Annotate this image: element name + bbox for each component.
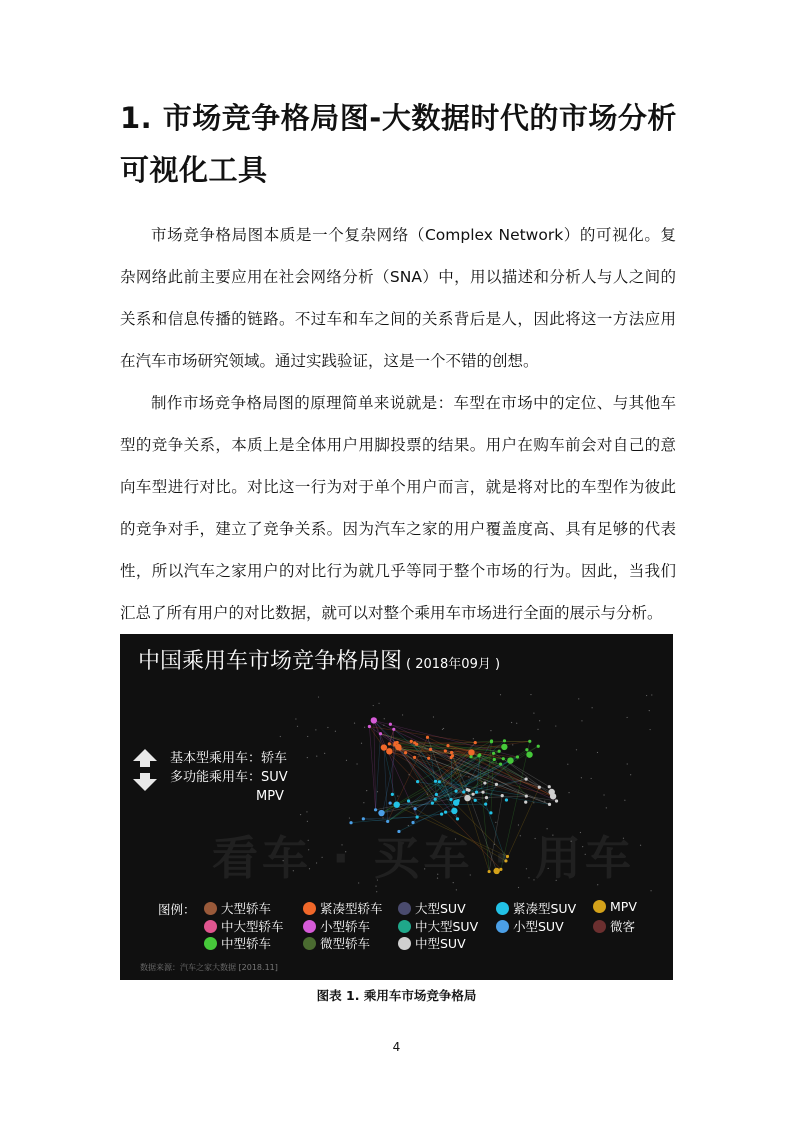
network-node — [371, 717, 377, 723]
legend-label: 中型SUV — [415, 936, 466, 951]
data-source: 数据来源：汽车之家大数据 [2018.11] — [140, 963, 278, 972]
network-dust — [327, 727, 328, 728]
paragraph-1-block — [120, 214, 676, 382]
network-node — [478, 753, 481, 756]
network-node — [429, 748, 432, 751]
network-dust — [402, 714, 403, 715]
legend-item — [496, 899, 576, 917]
network-node — [537, 745, 540, 748]
legend-label: 微客 — [610, 919, 636, 934]
network-node — [416, 780, 419, 783]
network-node — [444, 749, 447, 752]
network-dust — [576, 749, 577, 750]
legend-dot — [204, 902, 217, 915]
network-node — [414, 807, 417, 810]
network-dust — [316, 756, 317, 757]
network-node — [426, 736, 429, 739]
figure-caption: 图表 1. 乘用车市场竞争格局 — [316, 988, 477, 1003]
network-node — [404, 751, 407, 754]
network-dust — [567, 764, 568, 765]
network-dust — [408, 774, 409, 775]
network-dust — [377, 791, 378, 792]
page-number: 4 — [392, 1040, 401, 1054]
network-dust — [651, 694, 652, 695]
network-node — [391, 793, 394, 796]
network-dust — [646, 695, 647, 696]
network-node — [505, 798, 508, 801]
network-node — [485, 796, 488, 799]
network-dust — [603, 794, 604, 795]
legend-item — [398, 917, 478, 935]
legend-dot — [303, 920, 316, 933]
network-node — [396, 741, 399, 744]
network-node — [449, 798, 452, 801]
legend-dot — [204, 937, 217, 950]
network-node — [451, 754, 454, 757]
network-dust — [537, 729, 538, 730]
network-node — [501, 744, 507, 750]
network-dust — [397, 795, 398, 796]
network-dust — [382, 817, 383, 818]
network-dust — [356, 763, 357, 764]
network-node — [407, 799, 410, 802]
network-dust — [315, 729, 316, 730]
network-dust — [627, 717, 628, 718]
network-node — [456, 817, 459, 820]
network-node — [381, 811, 384, 814]
axis-label-mpv: MPV — [256, 789, 284, 804]
network-dust — [349, 817, 350, 818]
network-dust — [624, 800, 625, 801]
legend-item — [303, 917, 370, 935]
network-dust — [361, 743, 362, 744]
legend-item — [496, 917, 564, 935]
legend-label: 紧凑型轿车 — [320, 901, 383, 916]
network-node — [516, 755, 519, 758]
network-node — [427, 757, 430, 760]
network-dust — [516, 723, 517, 724]
network-dust — [533, 712, 534, 713]
network-node — [555, 799, 558, 802]
network-dust — [473, 738, 474, 739]
network-node — [475, 791, 478, 794]
paragraph-2: 制作市场竞争格局图的原理简单来说就是：车型在市场中的定位、与其他车型的竞争关系，本质上是全体用户用脚投票的结果。用户在购车前会对自己的意向车型进行对比。对比这一行为对于单个用户而言，就是将对比的车型作为彼此的竞争对手，建立了竞争关系。因为汽车之家的用户覆盖度高、具有足够的代表性，所以汽车之家用户的对比行为就几乎等同于整个市场的行为。因此，当我们汇总了所有用户的对比数据，就可以对整个乘用车市场进行全面的展示与分析。 — [120, 394, 676, 622]
legend-label: 小型SUV — [513, 919, 564, 934]
network-link — [369, 727, 475, 743]
legend-label: 大型轿车 — [221, 901, 272, 916]
network-node — [444, 811, 447, 814]
network-dust — [384, 718, 385, 719]
network-dust — [606, 807, 607, 808]
paragraph-1: 市场竞争格局图本质是一个复杂网络（Complex Network）的可视化。复杂网络此前主要应用在社会网络分析（SNA）中，用以描述和分析人与人之间的关系和信息传播的链路。不过车和车之间的关系背后是人，因此将这一方法应用在汽车市场研究领域。通过实践验证，这是一个不错的创想。 — [120, 226, 676, 370]
network-node — [493, 758, 496, 761]
network-node — [362, 817, 365, 820]
network-node — [549, 789, 555, 795]
network-dust — [597, 752, 598, 753]
network-node — [431, 802, 434, 805]
network-node — [503, 739, 506, 742]
network-dust — [366, 790, 367, 791]
network-node — [548, 785, 551, 788]
network-node — [388, 742, 391, 745]
network-node — [374, 808, 377, 811]
network-node — [434, 780, 437, 783]
legend-label: 中大型轿车 — [221, 919, 284, 934]
network-dust — [468, 776, 469, 777]
legend-dot — [398, 920, 411, 933]
network-dust — [591, 778, 592, 779]
legend-dot — [303, 937, 316, 950]
watermark: 看车 · 买车 · 用车 — [212, 831, 636, 885]
network-node — [495, 783, 498, 786]
network-dust — [568, 792, 569, 793]
network-dust — [592, 707, 593, 708]
network-node — [501, 794, 504, 797]
network-link — [363, 817, 417, 819]
network-graph — [120, 634, 673, 980]
network-node — [454, 790, 457, 793]
network-dust — [307, 736, 308, 737]
network-dust — [578, 698, 579, 699]
figure-title — [138, 644, 500, 675]
network-dust — [544, 801, 545, 802]
network-dust — [427, 794, 428, 795]
network-link — [483, 792, 502, 795]
network-node — [502, 757, 505, 760]
network-node — [490, 739, 493, 742]
legend-dot — [398, 937, 411, 950]
network-dust — [354, 723, 355, 724]
axis-label-sedan: 基本型乘用车：轿车 — [170, 751, 288, 766]
network-node — [368, 725, 371, 728]
network-dust — [490, 730, 491, 731]
network-node — [389, 801, 392, 804]
legend-label: 小型轿车 — [320, 919, 371, 934]
network-dust — [581, 720, 582, 721]
network-dust — [650, 890, 651, 891]
legend-item — [204, 917, 284, 935]
legend-item — [398, 899, 466, 917]
network-dust — [306, 811, 307, 812]
network-dust — [630, 774, 631, 775]
network-dust — [324, 753, 325, 754]
network-node — [481, 791, 484, 794]
legend-label: MPV — [610, 899, 637, 914]
network-node — [489, 811, 492, 814]
network-link — [374, 721, 451, 800]
network-dust — [649, 710, 650, 711]
network-dust — [378, 703, 379, 704]
network-node — [474, 741, 477, 744]
section-heading: 1. 市场竞争格局图-大数据时代的市场分析可视化工具 — [120, 101, 677, 187]
network-dust — [433, 716, 434, 717]
legend-item — [204, 934, 271, 952]
network-dust — [456, 889, 457, 890]
legend-item — [398, 934, 466, 952]
network-node — [389, 723, 392, 726]
network-dust — [442, 729, 443, 730]
network-node — [394, 801, 400, 807]
network-node — [379, 732, 382, 735]
network-node — [438, 780, 441, 783]
network-dust — [460, 775, 461, 776]
network-dust — [530, 694, 531, 695]
network-dust — [627, 763, 628, 764]
network-node — [410, 740, 413, 743]
network-dust — [581, 777, 582, 778]
legend-item — [303, 934, 370, 952]
network-dust — [425, 748, 426, 749]
legend-dot — [593, 900, 606, 913]
network-node — [484, 803, 487, 806]
network-node — [471, 793, 474, 796]
legend-label: 紧凑型SUV — [513, 901, 577, 916]
legend-item — [303, 899, 383, 917]
network-node — [457, 799, 460, 802]
network-node — [397, 746, 400, 749]
network-dust — [297, 726, 298, 727]
network-dust — [318, 696, 319, 697]
network-dust — [346, 760, 347, 761]
network-node — [526, 751, 532, 757]
network-node — [492, 752, 495, 755]
network-dust — [373, 705, 374, 706]
figure-date: ( 2018年09月 ) — [406, 657, 501, 672]
network-dust — [280, 736, 281, 737]
legend-label: 中型轿车 — [221, 936, 272, 951]
network-dust — [539, 720, 540, 721]
network-node — [466, 788, 469, 791]
network-node — [435, 793, 438, 796]
network-node — [464, 795, 470, 801]
network-node — [468, 749, 474, 755]
axis-label-suv: 多功能乘用车：SUV — [170, 770, 288, 785]
network-dust — [376, 891, 377, 892]
network-node — [498, 750, 501, 753]
legend-item — [593, 917, 635, 935]
legend-dot — [204, 920, 217, 933]
legend-dot — [593, 920, 606, 933]
network-dust — [364, 727, 365, 728]
network-node — [525, 778, 528, 781]
network-node — [393, 743, 396, 746]
legend-item — [204, 899, 271, 917]
network-node — [525, 794, 528, 797]
network-node — [462, 790, 465, 793]
network-dust — [363, 802, 364, 803]
network-dust — [650, 729, 651, 730]
legend-label: 中大型SUV — [415, 919, 479, 934]
network-dust — [555, 725, 556, 726]
network-link — [376, 734, 381, 810]
network-dust — [300, 814, 301, 815]
network-node — [528, 740, 531, 743]
axis-labels — [170, 749, 288, 806]
legend-title: 图例： — [158, 902, 196, 917]
network-node — [416, 815, 419, 818]
network-node — [392, 728, 395, 731]
network-node — [499, 763, 502, 766]
figure-title-text: 中国乘用车市场竞争格局图 — [138, 649, 403, 674]
paragraph-2-block — [120, 382, 676, 634]
legend-label: 微型轿车 — [320, 936, 371, 951]
network-node — [413, 756, 416, 759]
legend-dot — [303, 902, 316, 915]
network-dust — [500, 694, 501, 695]
network-node — [525, 748, 528, 751]
network-dust — [512, 744, 513, 745]
legend-dot — [496, 902, 509, 915]
legend-dot — [398, 902, 411, 915]
network-node — [474, 799, 477, 802]
network-dust — [335, 731, 336, 732]
network-node — [507, 757, 513, 763]
network-node — [434, 798, 437, 801]
market-landscape-figure — [120, 634, 673, 980]
network-node — [524, 801, 527, 804]
network-node — [548, 803, 551, 806]
network-node — [440, 813, 443, 816]
network-node — [451, 808, 457, 814]
network-node — [386, 748, 392, 754]
double-arrow-icon — [130, 747, 160, 793]
legend-dot — [496, 920, 509, 933]
network-dust — [640, 845, 641, 846]
network-dust — [511, 722, 512, 723]
network-node — [538, 786, 541, 789]
network-dust — [533, 802, 534, 803]
network-dust — [295, 718, 296, 719]
network-node — [483, 781, 486, 784]
network-node — [381, 744, 387, 750]
legend-label: 大型SUV — [415, 901, 466, 916]
network-node — [469, 755, 472, 758]
network-dust — [443, 728, 444, 729]
network-dust — [496, 761, 497, 762]
network-dust — [307, 757, 308, 758]
network-dust — [383, 725, 384, 726]
network-node — [450, 751, 453, 754]
legend-item — [593, 899, 637, 914]
network-node — [446, 744, 449, 747]
network-node — [413, 741, 416, 744]
